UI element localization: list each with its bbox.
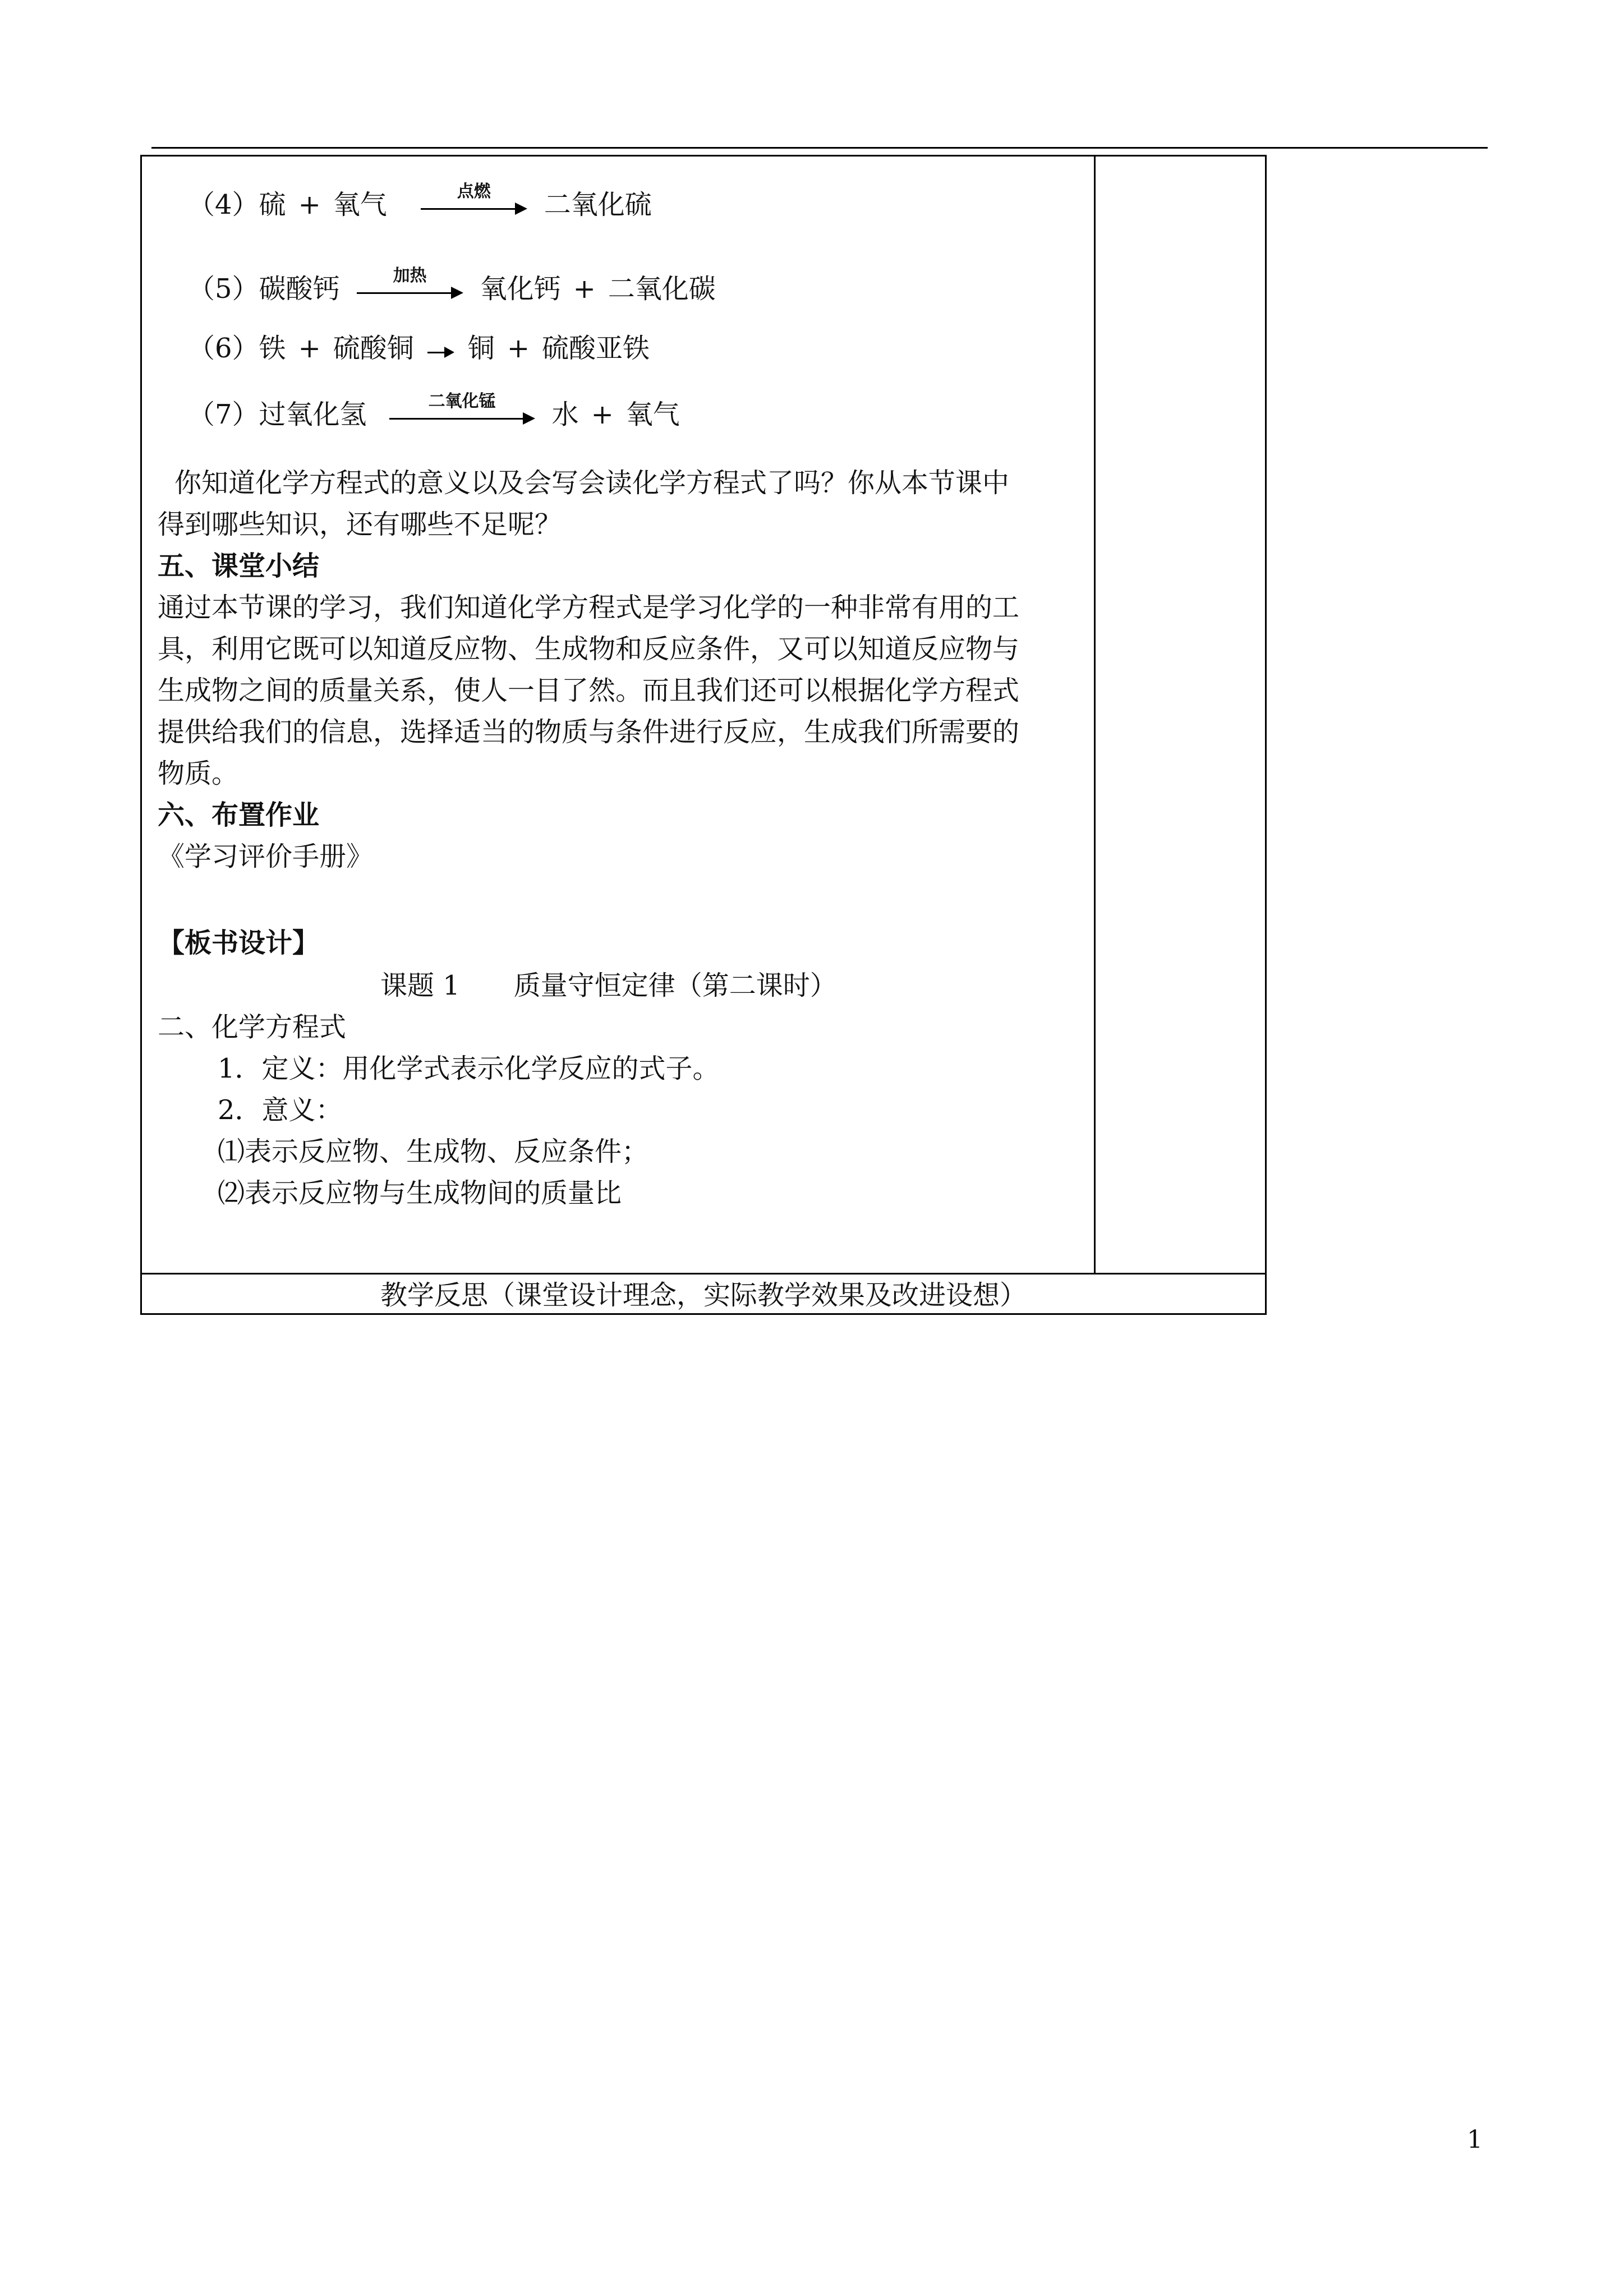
reflection-row: 教学反思（课堂设计理念，实际教学效果及改进设想） bbox=[380, 1280, 1027, 1311]
summary-line: 物质。 bbox=[158, 758, 239, 789]
column-divider bbox=[1094, 157, 1096, 1273]
equation-7 bbox=[188, 392, 680, 432]
reactant: 碳酸钙 bbox=[259, 273, 340, 305]
product: 铜 bbox=[467, 333, 495, 364]
board-subitem: ⑵表示反应物与生成物间的质量比 bbox=[218, 1177, 622, 1209]
plus-sign: + bbox=[591, 399, 614, 430]
summary-line: 具，利用它既可以知道反应物、生成物和反应条件，又可以知道反应物与 bbox=[158, 633, 1020, 665]
summary-line: 通过本节课的学习，我们知道化学方程式是学习化学的一种非常有用的工 bbox=[158, 592, 1020, 623]
board-item: 2．意义： bbox=[218, 1094, 343, 1126]
product: 二氧化硫 bbox=[544, 189, 652, 220]
reactant: 过氧化氢 bbox=[259, 399, 367, 430]
product: 氧气 bbox=[625, 399, 680, 430]
board-heading: 【板书设计】 bbox=[158, 927, 320, 959]
reaction-condition: 点燃 bbox=[457, 182, 491, 201]
board-section: 二、化学方程式 bbox=[158, 1011, 347, 1043]
header-rule bbox=[151, 147, 1488, 149]
plus-sign: + bbox=[507, 333, 530, 364]
summary-line: 提供给我们的信息，选择适当的物质与条件进行反应，生成我们所需要的 bbox=[158, 716, 1020, 748]
equation-6 bbox=[188, 330, 650, 366]
reaction-arrow bbox=[389, 392, 535, 432]
reactant: 铁 bbox=[259, 333, 286, 364]
reaction-condition: 加热 bbox=[393, 266, 427, 286]
reaction-condition: 二氧化锰 bbox=[428, 392, 496, 411]
equation-label: （4） bbox=[188, 189, 259, 220]
equation-4 bbox=[188, 182, 652, 223]
equation-label: （7） bbox=[188, 399, 259, 430]
product: 二氧化碳 bbox=[608, 273, 716, 305]
summary-heading: 五、课堂小结 bbox=[158, 550, 320, 582]
reaction-arrow bbox=[421, 182, 527, 223]
reactant: 硫酸铜 bbox=[333, 333, 414, 364]
question-line: 你知道化学方程式的意义以及会写会读化学方程式了吗？你从本节课中 bbox=[174, 467, 1010, 499]
reactant: 氧气 bbox=[333, 189, 387, 220]
reaction-arrow bbox=[357, 266, 463, 307]
board-title: 课题 1 质量守恒定律（第二课时） bbox=[380, 970, 837, 1001]
summary-line: 生成物之间的质量关系，使人一目了然。而且我们还可以根据化学方程式 bbox=[158, 675, 1020, 706]
plus-sign: + bbox=[298, 333, 321, 364]
equation-5 bbox=[188, 266, 716, 307]
product: 水 bbox=[551, 399, 579, 430]
equation-label: （5） bbox=[188, 273, 259, 305]
reactant: 硫 bbox=[259, 189, 286, 220]
lesson-table bbox=[140, 155, 1267, 1315]
homework-heading: 六、布置作业 bbox=[158, 799, 320, 831]
plus-sign: + bbox=[573, 273, 596, 305]
equation-label: （6） bbox=[188, 333, 259, 364]
board-subitem: ⑴表示反应物、生成物、反应条件； bbox=[218, 1136, 649, 1167]
plus-sign: + bbox=[298, 189, 321, 220]
product: 氧化钙 bbox=[480, 273, 561, 305]
reaction-arrow bbox=[427, 330, 454, 366]
page-number: 1 bbox=[1467, 2125, 1483, 2154]
question-line: 得到哪些知识，还有哪些不足呢？ bbox=[158, 509, 562, 540]
product: 硫酸亚铁 bbox=[542, 333, 650, 364]
homework-text: 《学习评价手册》 bbox=[158, 841, 374, 872]
board-item: 1．定义：用化学式表示化学反应的式子。 bbox=[218, 1053, 720, 1084]
